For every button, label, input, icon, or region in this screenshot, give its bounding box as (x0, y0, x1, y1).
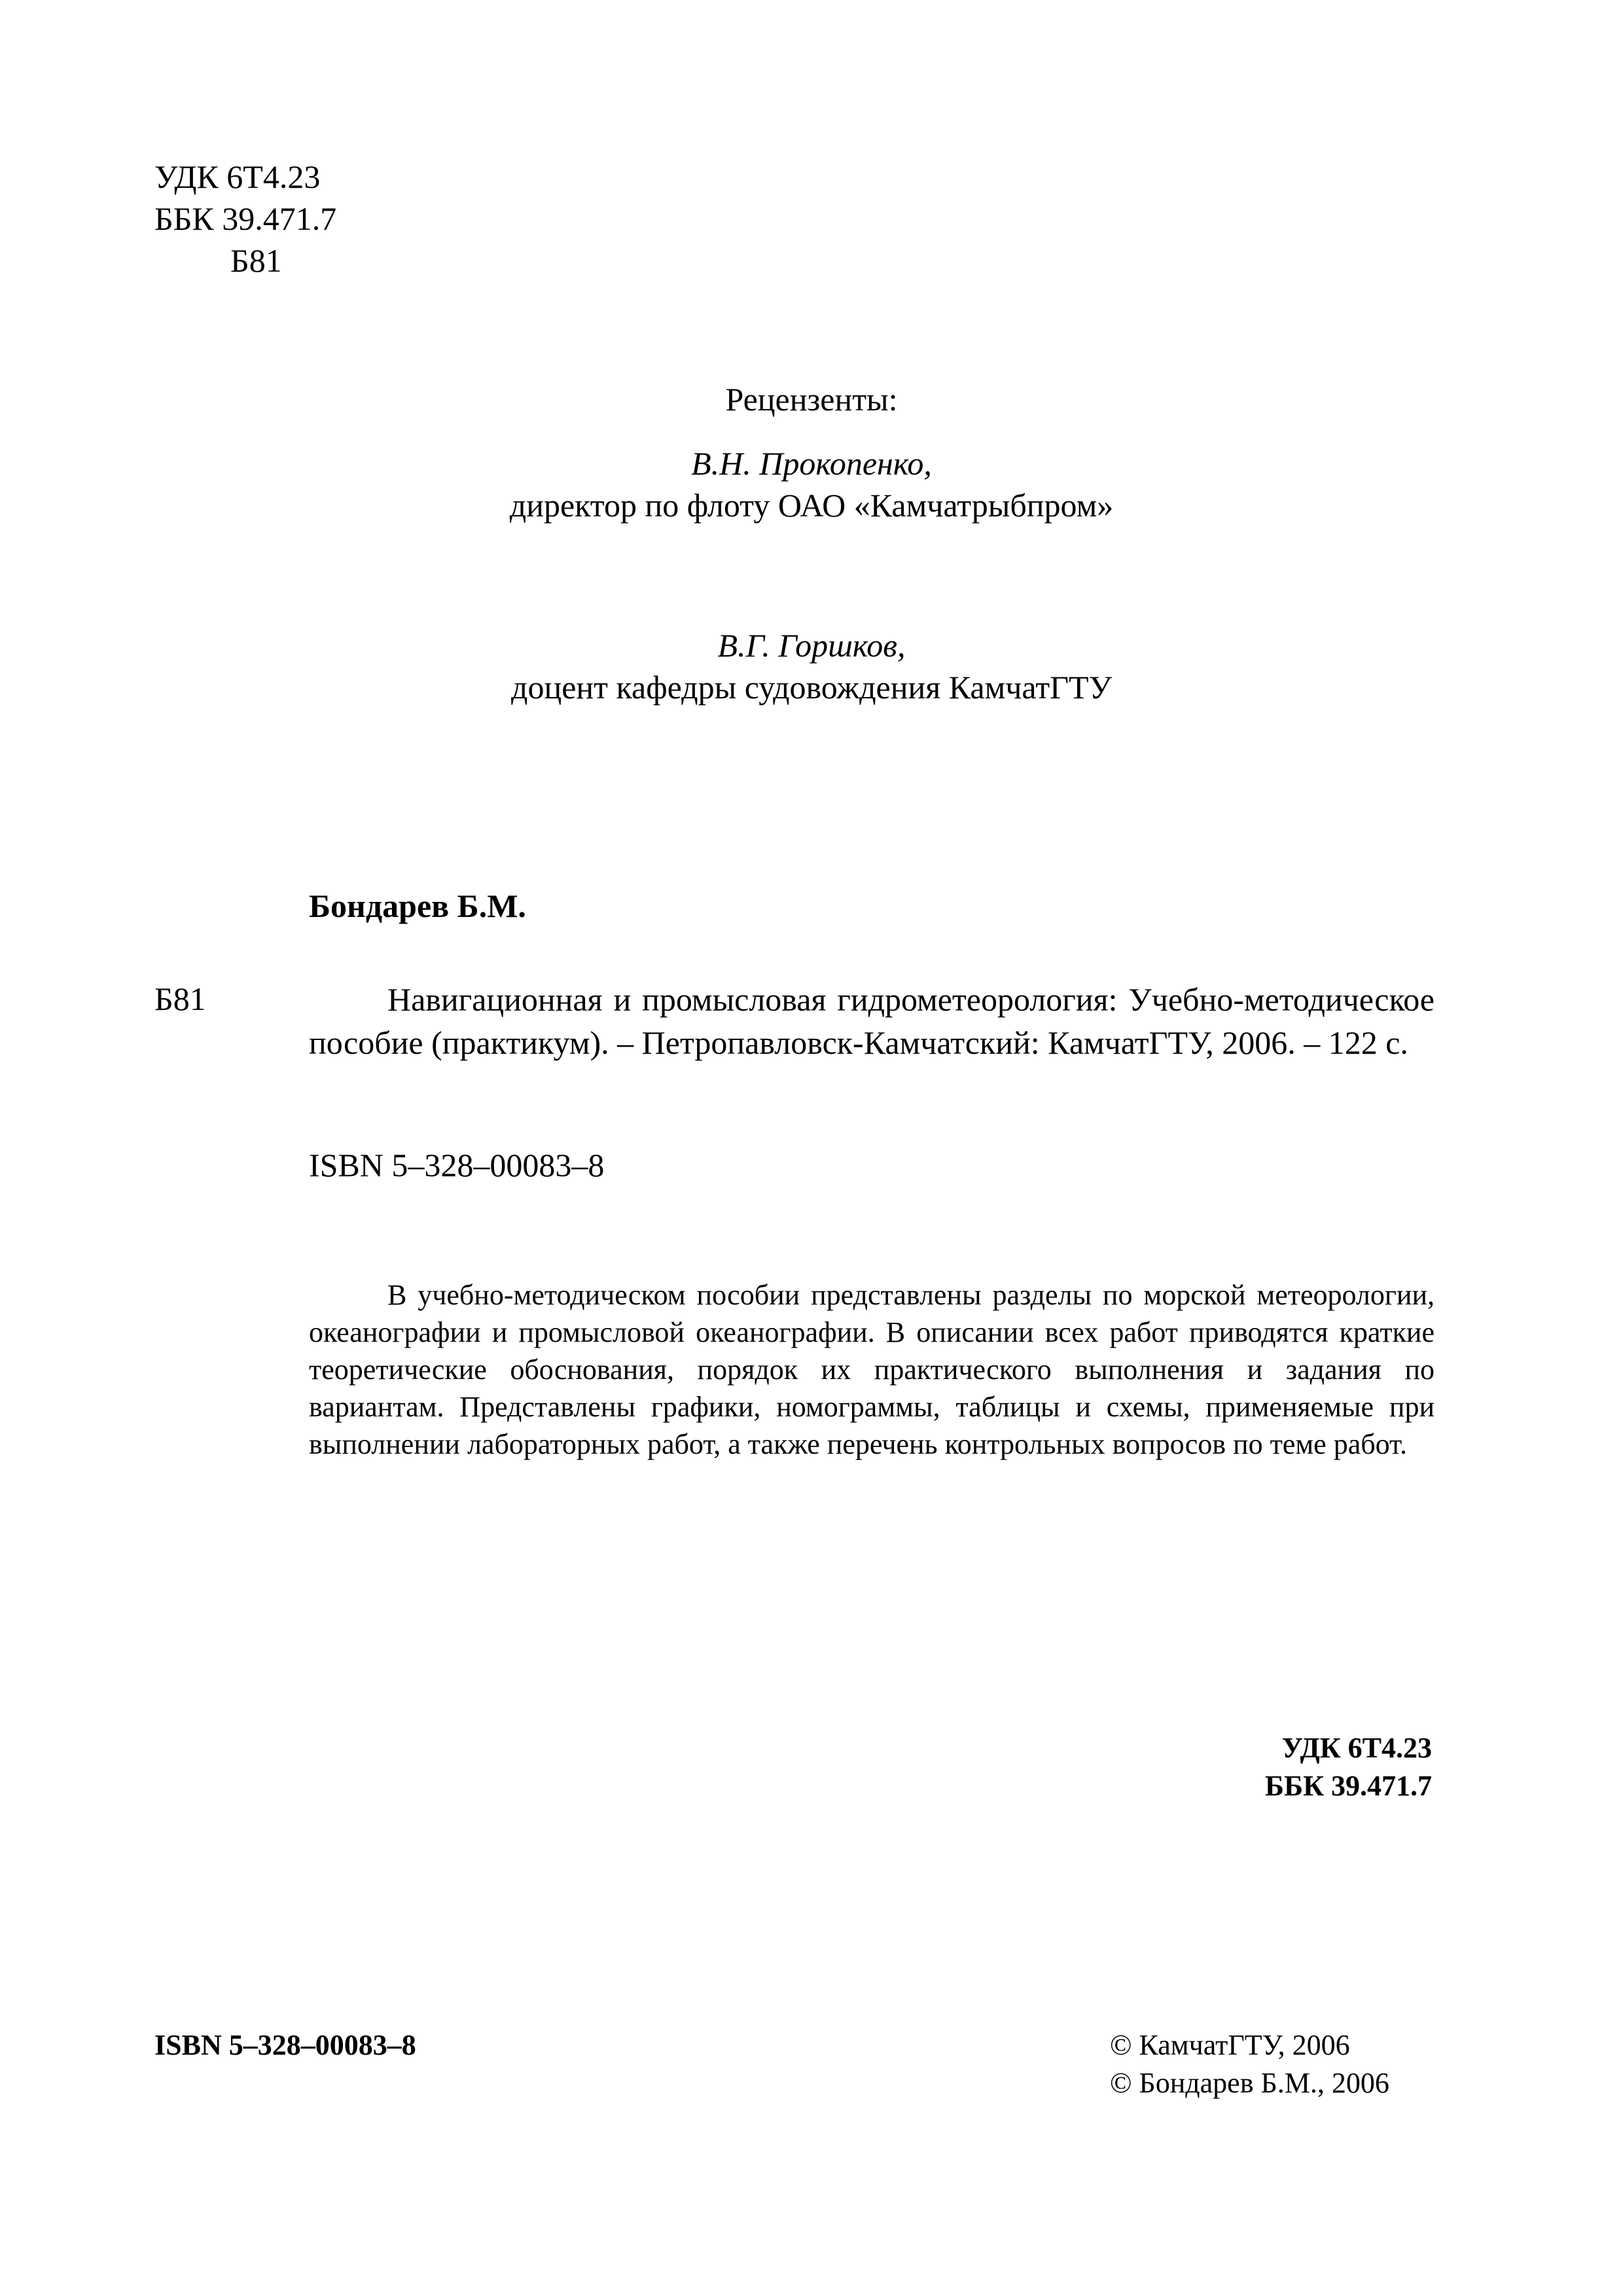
reviewers-block (0, 378, 1623, 708)
isbn: ISBN 5–328–00083–8 (309, 1147, 605, 1183)
catalog-mark: Б81 (154, 980, 206, 1017)
author-name: Бондарев Б.М. (309, 888, 526, 924)
copyright-notices (1110, 2026, 1389, 2102)
reviewer (0, 442, 1623, 526)
reviewer-position: директор по флоту ОАО «Камчатрыбпром» (509, 487, 1114, 524)
reviewer-name: В.Г. Горшков, (717, 627, 906, 664)
reviewers-heading: Рецензенты: (725, 381, 898, 418)
udk-code: УДК 6Т4.23 (1281, 1732, 1432, 1764)
reviewer-name: В.Н. Прокопенко, (691, 445, 932, 482)
reviewer-position: доцент кафедры судовождения КамчатГТУ (511, 669, 1112, 706)
bibliographic-description: Навигационная и промысловая гидрометеорология: Учебно-методическое пособие (практикум). – Петропавловск-Камчатский: КамчатГТУ, 2006. – 122 с. (309, 981, 1435, 1061)
classification-codes-bottom (1265, 1729, 1432, 1805)
isbn-footer: ISBN 5–328–00083–8 (154, 2029, 416, 2061)
author-mark: Б81 (230, 242, 282, 279)
abstract-text: В учебно-методическом пособии представлены разделы по морской метеорологии, океанографии и промысловой океанографии. В описании всех работ приводятся краткие теоретические обоснования, порядок их практического выполнения и задания по вариантам. Представлены графики, номограммы, таблицы и схемы, применяемые при выполнении лабораторных работ, а также перечень контрольных вопросов по теме работ. (309, 1279, 1435, 1460)
reviewer (0, 624, 1623, 708)
classification-codes (154, 156, 336, 281)
bbk-code: ББК 39.471.7 (154, 200, 337, 237)
udk-code: УДК 6Т4.23 (154, 158, 321, 195)
copyright-line: © КамчатГТУ, 2006 (1110, 2029, 1350, 2061)
bbk-code: ББК 39.471.7 (1264, 1770, 1432, 1802)
copyright-line: © Бондарев Б.М., 2006 (1110, 2067, 1389, 2099)
